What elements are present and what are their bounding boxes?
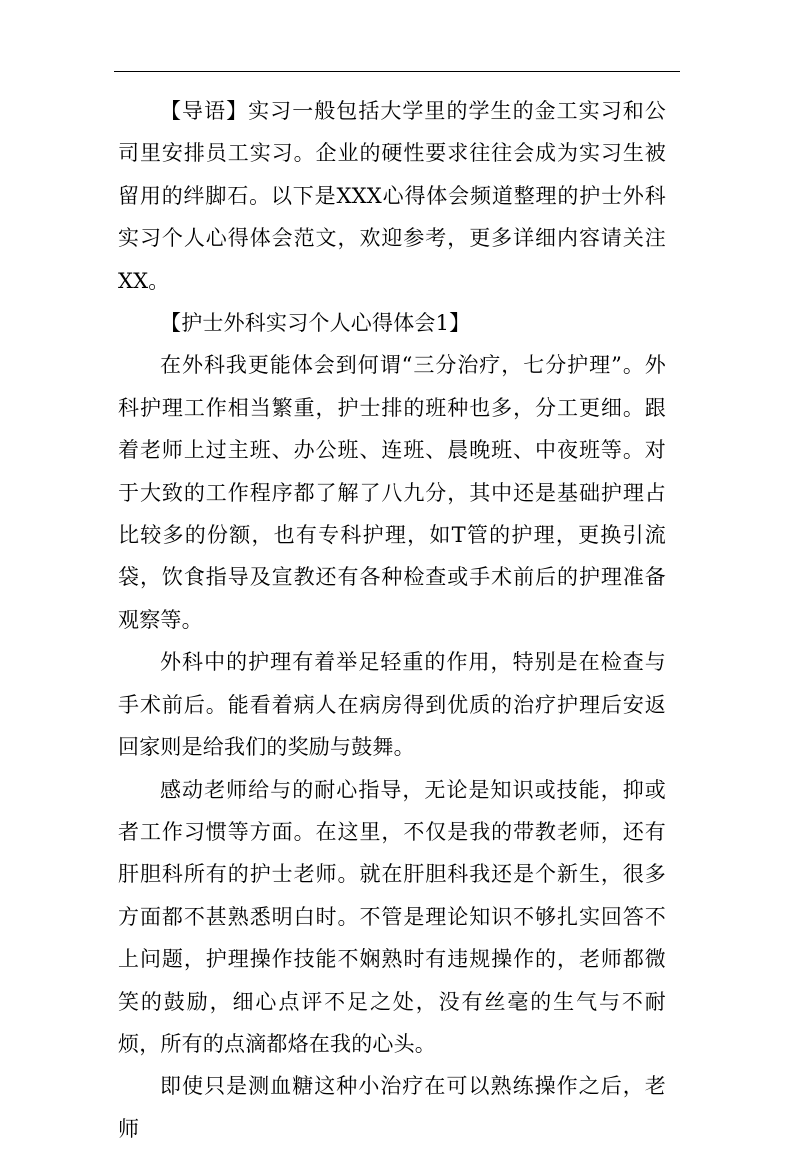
body-paragraph: 即使只是测血糖这种小治疗在可以熟练操作之后，老师 [118,1074,666,1141]
body-paragraph: 在外科我更能体会到何谓“三分治疗，七分护理”。外科护理工作相当繁重，护士排的班种也多，分工更细。跟着老师上过主班、办公班、连班、晨晚班、中夜班等。对于大致的工作程序都了解了八九分，其中还是基础护理占比较多的份额，也有专科护理，如T管的护理，更换引流袋，饮食指导及宣教还有各种检查或手术前后的护理准备观察等。 [118,353,666,632]
intro-paragraph: 【导语】实习一般包括大学里的学生的金工实习和公司里安排员工实习。企业的硬性要求往往会成为实习生被留用的绊脚石。以下是XXX心得体会频道整理的护士外科实习个人心得体会范文，欢迎参考，更多详细内容请关注XX。 [118,99,666,293]
header-rule [114,71,680,72]
section-heading: 【护士外科实习个人心得体会1】 [160,311,471,336]
body-paragraph: 外科中的护理有着举足轻重的作用，特别是在检查与手术前后。能看着病人在病房得到优质的治疗护理后安返回家则是给我们的奖励与鼓舞。 [118,650,666,760]
document-body [118,90,666,1150]
body-paragraph: 感动老师给与的耐心指导，无论是知识或技能，抑或者工作习惯等方面。在这里，不仅是我的带教老师，还有肝胆科所有的护士老师。就在肝胆科我还是个新生，很多方面都不甚熟悉明白时。不管是理论知识不够扎实回答不上问题，护理操作技能不娴熟时有违规操作的，老师都微笑的鼓励，细心点评不足之处，没有丝毫的生气与不耐烦，所有的点滴都烙在我的心头。 [118,777,666,1056]
